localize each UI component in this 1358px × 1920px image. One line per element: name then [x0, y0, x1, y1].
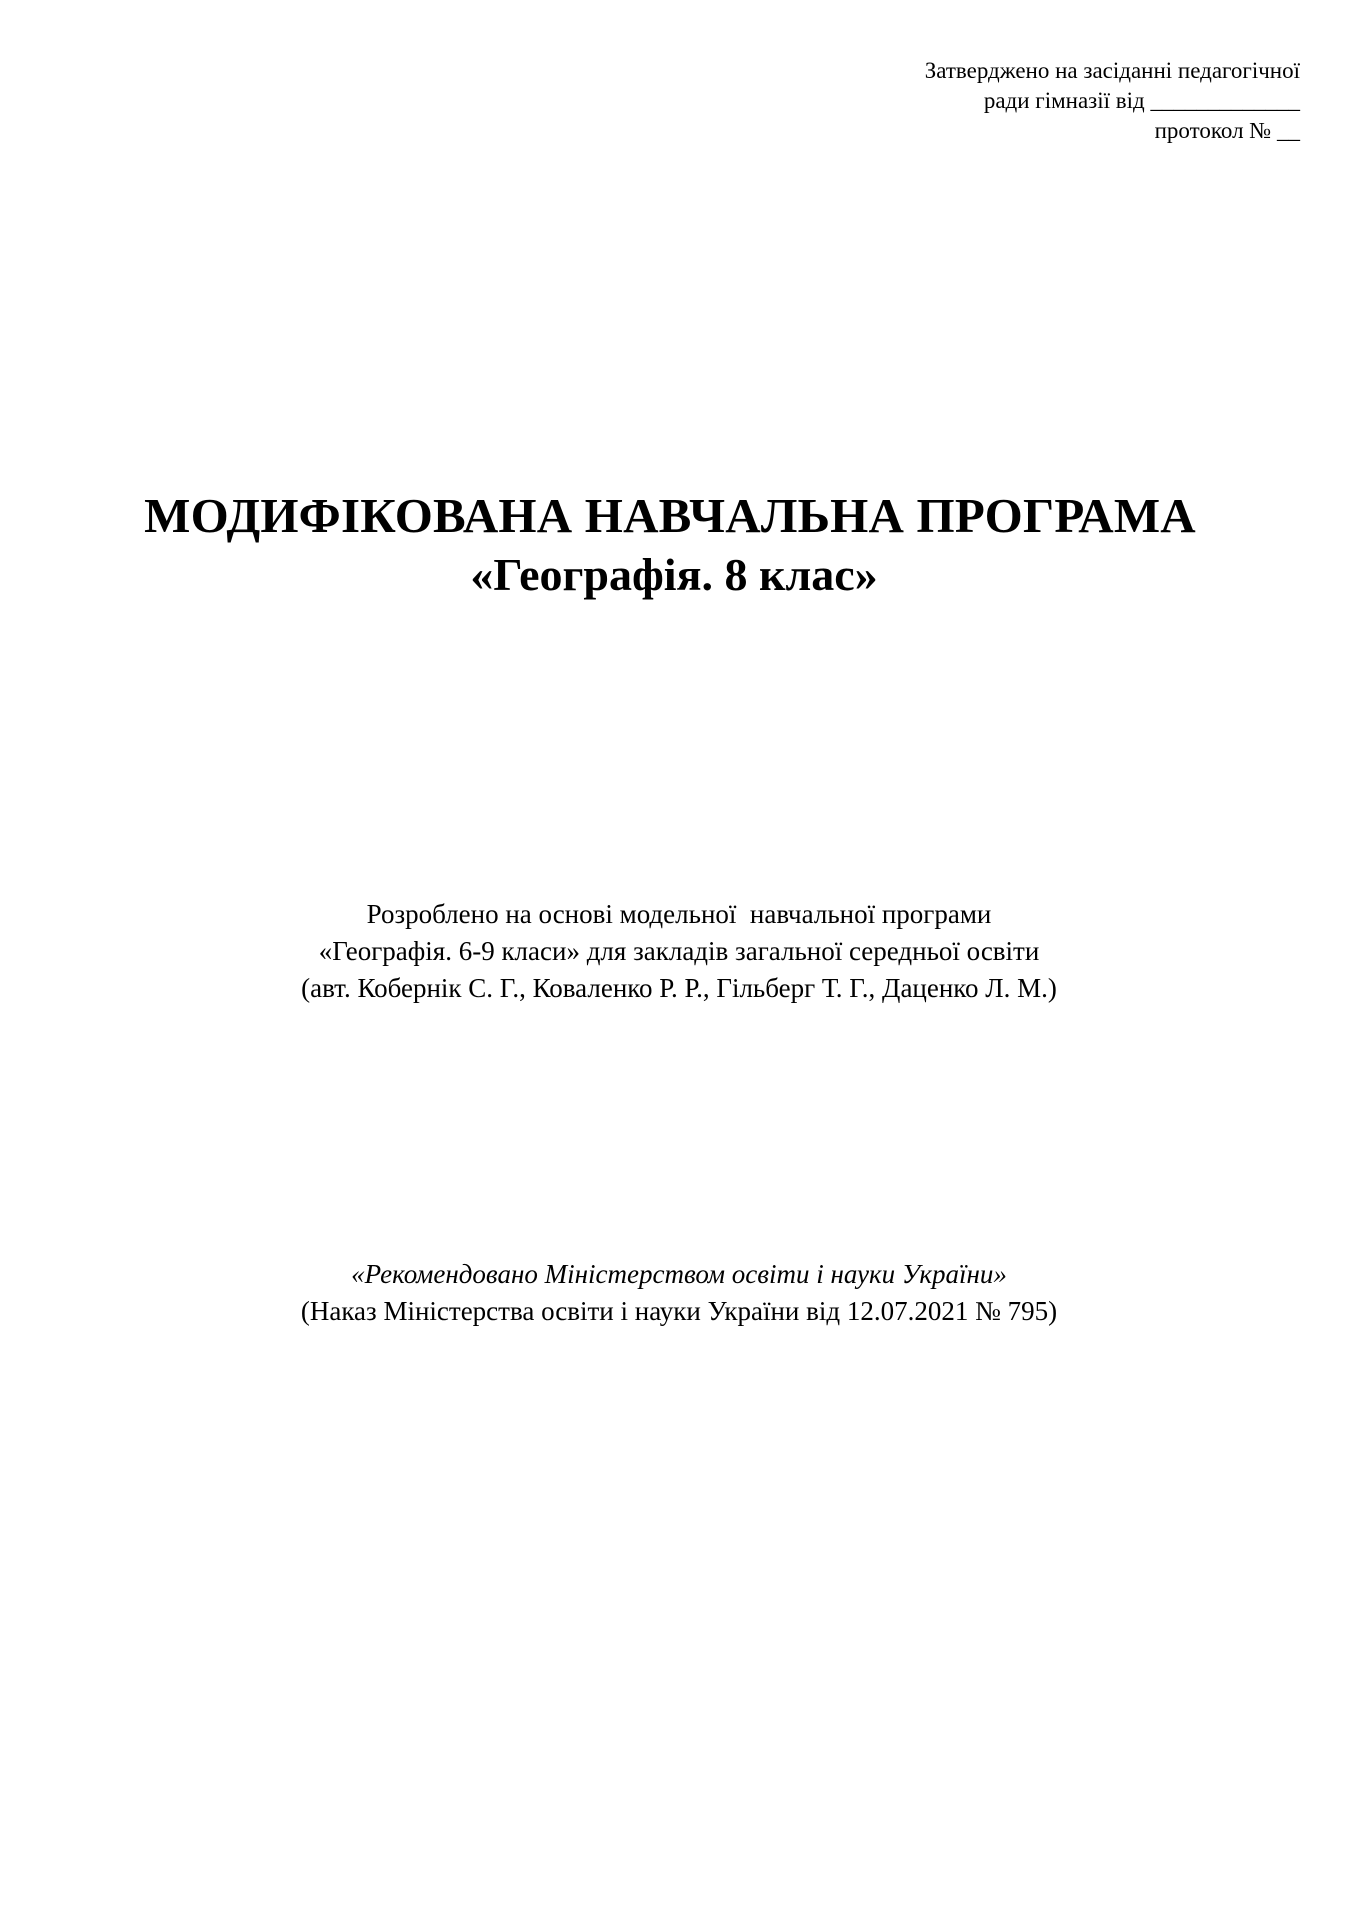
- approval-stamp-text: [925, 56, 1300, 146]
- document-title: МОДИФІКОВАНА НАВЧАЛЬНА ПРОГРАМА: [144, 488, 1196, 543]
- basis-line-model-program: Розроблено на основі модельної навчальної програми: [366, 899, 992, 929]
- approval-line-council: Затверджено на засіданні педагогічної: [924, 58, 1300, 83]
- approval-line-date: ради гімназії від _____________: [983, 88, 1300, 113]
- basis-line-program-name: «Географія. 6-9 класи» для закладів загальної середньої освіти: [318, 936, 1040, 966]
- document-subtitle: «Географія. 8 клас»: [470, 549, 878, 600]
- recommendation-statement: «Рекомендовано Міністерством освіти і науки України»: [351, 1259, 1007, 1289]
- recommendation-order-reference: (Наказ Міністерства освіти і науки України від 12.07.2021 № 795): [300, 1296, 1058, 1326]
- ministry-recommendation: [0, 1256, 1358, 1330]
- program-basis-text: [0, 896, 1358, 1007]
- approval-line-protocol: протокол № __: [1154, 118, 1300, 143]
- basis-line-authors: (авт. Кобернік С. Г., Коваленко Р. Р., Гільберг Т. Г., Даценко Л. М.): [301, 973, 1057, 1003]
- document-title-block: [0, 486, 1358, 604]
